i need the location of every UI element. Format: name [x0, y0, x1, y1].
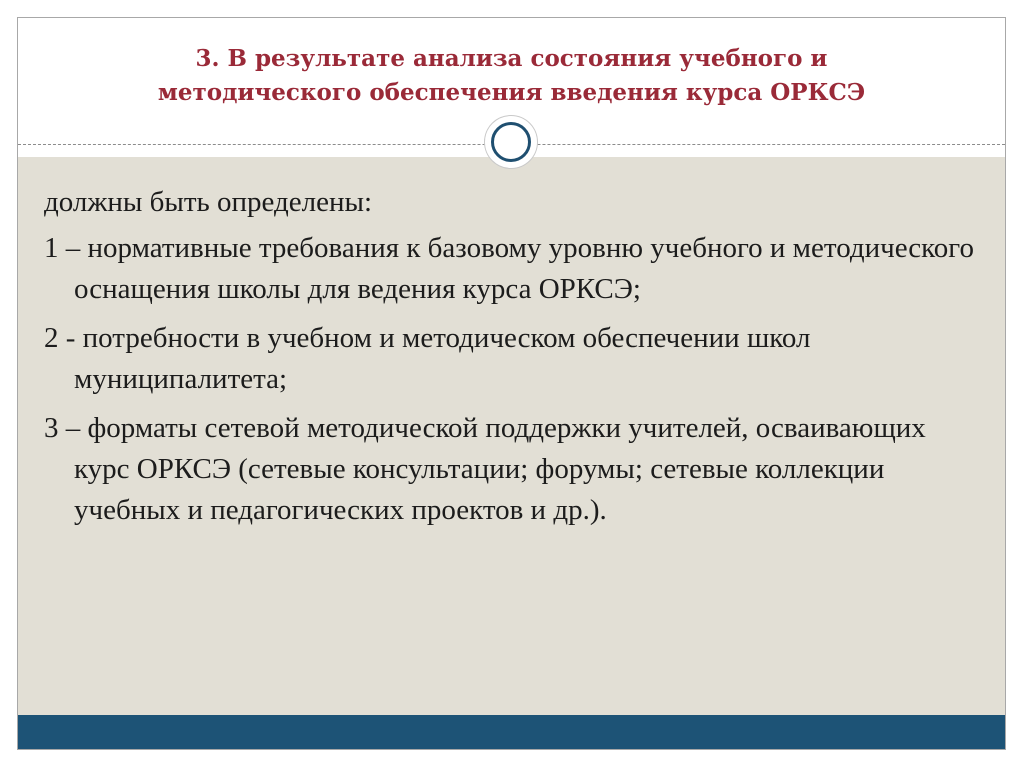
slide-body [44, 182, 984, 539]
intro-paragraph: должны быть определены: [44, 186, 373, 218]
list-item-2: 2 - потребности в учебном и методическом обеспечении школ муниципалитета; [44, 322, 811, 395]
circle-ring-icon [485, 116, 537, 168]
circle-ring-inner [491, 122, 531, 162]
list-item-3: 3 – форматы сетевой методической поддержки учителей, осваивающих курс ОРКСЭ (сетевые консультации; форумы; сетевые коллекции учебных и педагогических проектов и др.). [44, 412, 926, 526]
slide-title [18, 42, 1005, 110]
slide-title-line-2: методического обеспечения введения курса ОРКСЭ [157, 79, 866, 106]
slide [17, 17, 1006, 750]
footer-bar [18, 715, 1005, 749]
list-item-1: 1 – нормативные требования к базовому уровню учебного и методического оснащения школы для ведения курса ОРКСЭ; [44, 232, 974, 305]
slide-title-line-1: 3. В результате анализа состояния учебного и [195, 45, 828, 72]
